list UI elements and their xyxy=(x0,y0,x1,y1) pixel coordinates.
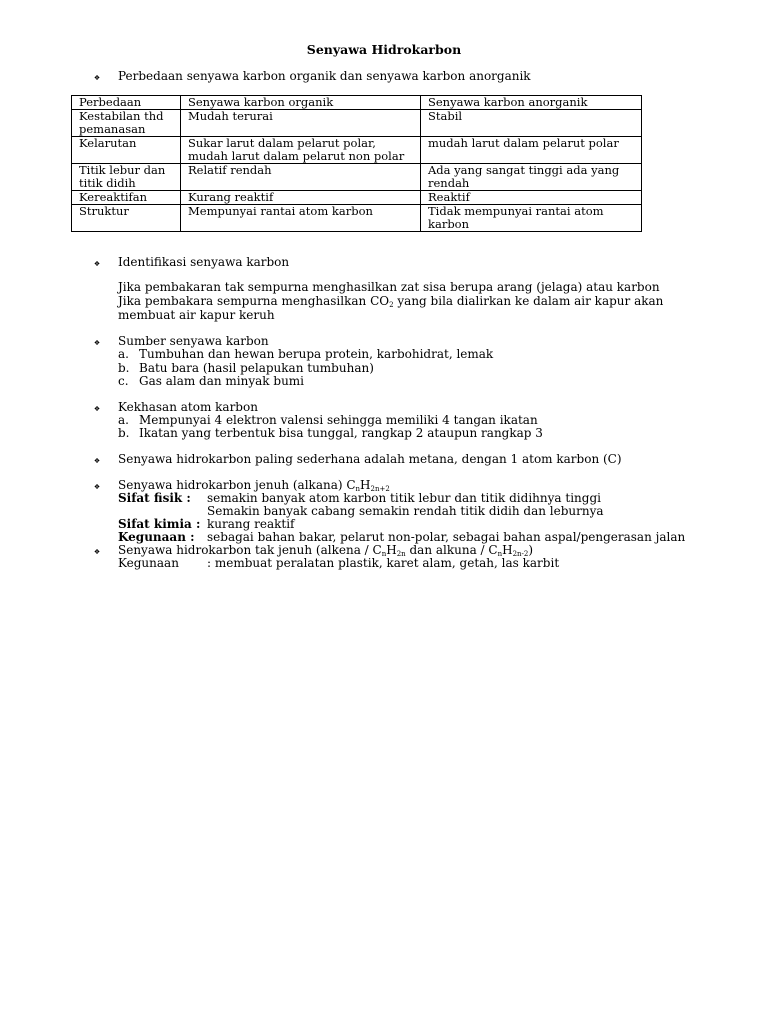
table-cell xyxy=(421,205,642,232)
section-heading-alkana: Senyawa hidrokarbon jenuh (alkana) $C_nH_{2n+2}$ xyxy=(118,478,390,493)
cell-line: Mempunyai rantai atom karbon xyxy=(188,204,373,218)
cell-line: pemanasan xyxy=(79,122,146,136)
sifat-fisik-label: Sifat fisik : xyxy=(118,491,191,505)
diamond-bullet-icon: ❖ xyxy=(93,74,101,82)
table-cell xyxy=(72,205,181,232)
table-header-cell xyxy=(421,96,642,110)
cell-line: Sukar larut dalam pelarut polar, xyxy=(188,136,376,150)
list-item: a. Tumbuhan dan hewan berupa protein, karbohidrat, lemak xyxy=(118,347,494,361)
table-row xyxy=(72,164,642,191)
table-cell xyxy=(421,191,642,205)
table-cell xyxy=(181,164,421,191)
cell-line: Kurang reaktif xyxy=(188,190,274,204)
cell-line: Senyawa karbon organik xyxy=(188,95,334,109)
cell-line: Struktur xyxy=(79,204,129,218)
cell-line: Stabil xyxy=(428,109,463,123)
table-cell xyxy=(72,110,181,137)
table-row xyxy=(72,191,642,205)
cell-line: karbon xyxy=(428,217,470,231)
table-cell xyxy=(421,137,642,164)
document-title: Senyawa Hidrokarbon xyxy=(306,42,462,57)
cell-line: Kelarutan xyxy=(79,136,137,150)
alkena-kegunaan-label: Kegunaan xyxy=(118,556,179,570)
table-header-cell xyxy=(181,96,421,110)
identifikasi-line-1: Jika pembakaran tak sempurna menghasilkan zat sisa berupa arang (jelaga) atau karbon xyxy=(118,280,660,294)
sifat-kimia-value: kurang reaktif xyxy=(207,517,295,531)
section-heading-sumber: Sumber senyawa karbon xyxy=(118,334,269,348)
cell-line: Mudah terurai xyxy=(188,109,273,123)
table-header-cell xyxy=(72,96,181,110)
metana-statement: Senyawa hidrokarbon paling sederhana adalah metana, dengan 1 atom karbon (C) xyxy=(118,452,622,466)
cell-line: titik didih xyxy=(79,176,136,190)
sifat-kimia-label: Sifat kimia : xyxy=(118,517,201,531)
identifikasi-line-2: Jika pembakara sempurna menghasilkan $CO_2$ yang bila dialirkan ke dalam air kapur akan xyxy=(118,294,664,309)
kegunaan-value: sebagai bahan bakar, pelarut non-polar, sebagai bahan aspal/pengerasan jalan xyxy=(207,530,686,544)
table-row xyxy=(72,110,642,137)
section-heading-alkena: Senyawa hidrokarbon tak jenuh (alkena / $C_nH_{2n}$ dan alkuna / $C_nH_{2n-2}$) xyxy=(118,543,534,558)
cell-line: Reaktif xyxy=(428,190,470,204)
cell-line: Kereaktifan xyxy=(79,190,148,204)
diamond-bullet-icon: ❖ xyxy=(93,339,101,347)
section-heading-perbedaan: Perbedaan senyawa karbon organik dan senyawa karbon anorganik xyxy=(118,69,531,83)
table-cell xyxy=(181,137,421,164)
cell-line: mudah larut dalam pelarut non polar xyxy=(188,149,405,163)
list-item: c. Gas alam dan minyak bumi xyxy=(118,374,305,388)
diamond-bullet-icon: ❖ xyxy=(93,260,101,268)
table-cell xyxy=(72,137,181,164)
table-cell xyxy=(421,110,642,137)
table-row xyxy=(72,137,642,164)
identifikasi-line-3: membuat air kapur keruh xyxy=(118,308,275,322)
table-header-row xyxy=(72,96,642,110)
sifat-fisik-value-1: semakin banyak atom karbon titik lebur dan titik didihnya tinggi xyxy=(207,491,601,505)
cell-line: Ada yang sangat tinggi ada yang xyxy=(428,163,620,177)
sifat-fisik-value-2: Semakin banyak cabang semakin rendah titik didih dan leburnya xyxy=(207,504,604,518)
diamond-bullet-icon: ❖ xyxy=(93,457,101,465)
list-item: b. Ikatan yang terbentuk bisa tunggal, rangkap 2 ataupun rangkap 3 xyxy=(118,426,543,440)
diamond-bullet-icon: ❖ xyxy=(93,405,101,413)
cell-line: Titik lebur dan xyxy=(79,163,166,177)
table-cell xyxy=(181,205,421,232)
table-cell xyxy=(181,110,421,137)
cell-line: Senyawa karbon anorganik xyxy=(428,95,588,109)
cell-line: mudah larut dalam pelarut polar xyxy=(428,136,619,150)
table-cell xyxy=(72,191,181,205)
table-row xyxy=(72,205,642,232)
table-cell xyxy=(181,191,421,205)
cell-line: Tidak mempunyai rantai atom xyxy=(428,204,604,218)
table-cell xyxy=(72,164,181,191)
diamond-bullet-icon: ❖ xyxy=(93,548,101,556)
diamond-bullet-icon: ❖ xyxy=(93,483,101,491)
cell-line: rendah xyxy=(428,176,470,190)
cell-line: Relatif rendah xyxy=(188,163,272,177)
list-item: a. Mempunyai 4 elektron valensi sehingga memiliki 4 tangan ikatan xyxy=(118,413,538,427)
cell-line: Perbedaan xyxy=(79,95,142,109)
table-cell xyxy=(421,164,642,191)
section-heading-identifikasi: Identifikasi senyawa karbon xyxy=(118,255,290,269)
kegunaan-label: Kegunaan : xyxy=(118,530,195,544)
comparison-table xyxy=(71,95,642,232)
alkena-kegunaan-value: : membuat peralatan plastik, karet alam, getah, las karbit xyxy=(207,556,560,570)
cell-line: Kestabilan thd xyxy=(79,109,164,123)
section-heading-kekhasan: Kekhasan atom karbon xyxy=(118,400,258,414)
list-item: b. Batu bara (hasil pelapukan tumbuhan) xyxy=(118,361,374,375)
